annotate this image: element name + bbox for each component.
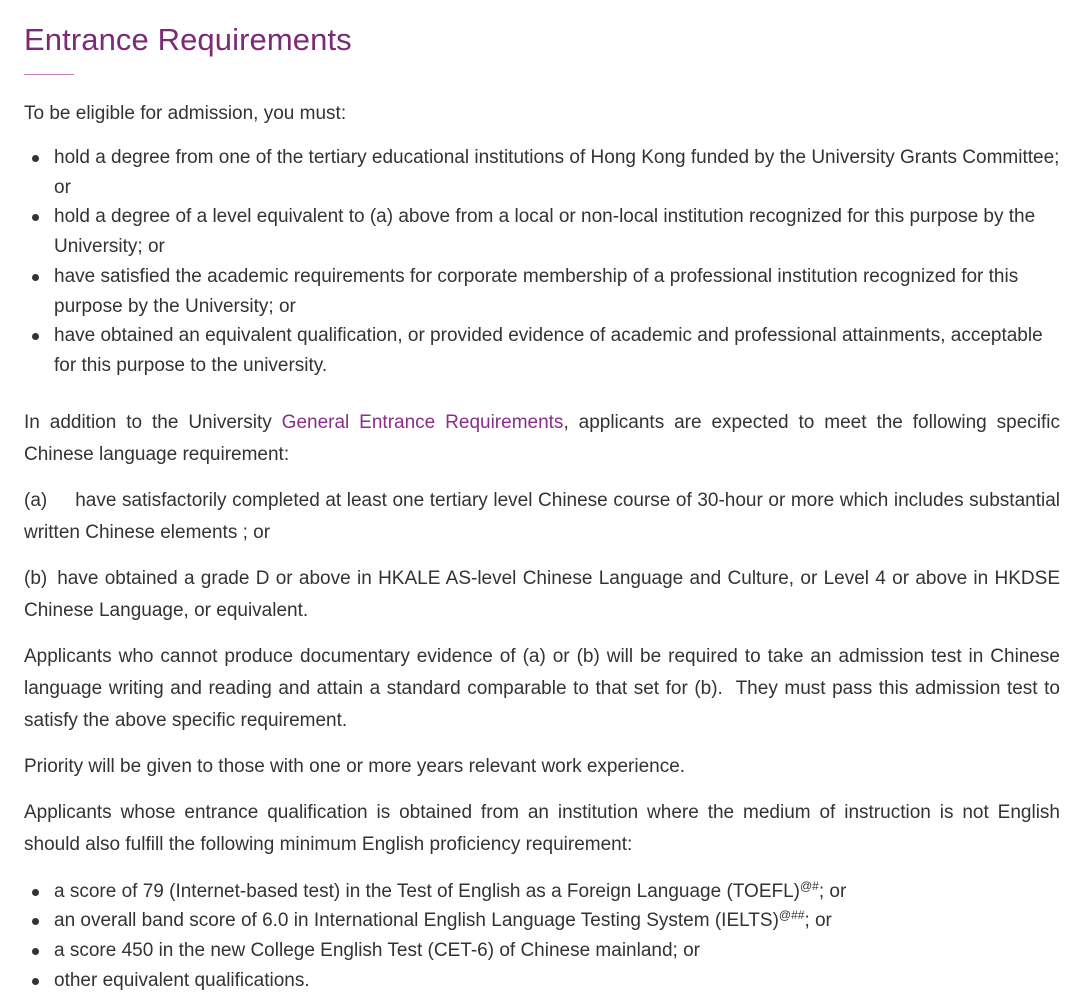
list-item-toefl bbox=[24, 877, 1060, 907]
chinese-requirement-lead: In addition to the University bbox=[24, 411, 272, 433]
ielts-tail: ; or bbox=[804, 910, 832, 932]
ielts-superscript: @## bbox=[778, 908, 805, 923]
requirement-a-text: have satisfactorily completed at least one tertiary level Chinese course of 30-hour or more which includes substantial written Chinese elements ; or bbox=[24, 489, 1060, 543]
english-requirement-paragraph: Applicants whose entrance qualification is obtained from an institution where the medium of instruction is not English should also fulfill the following minimum English proficiency requirement: bbox=[24, 801, 1060, 855]
list-item-ielts bbox=[24, 906, 1060, 936]
requirement-a-label: (a) bbox=[24, 489, 48, 511]
list-item-other: other equivalent qualifications. bbox=[24, 966, 1060, 995]
admission-test-paragraph: Applicants who cannot produce documentary evidence of (a) or (b) will be required to take an admission test in Chinese language writing and reading and attain a standard comparable to that set for (b). They must pass this admission test to satisfy the above specific requirement. bbox=[24, 645, 1066, 731]
eligibility-list bbox=[24, 143, 1060, 381]
toefl-tail: ; or bbox=[818, 880, 847, 902]
requirement-b-label: (b) bbox=[24, 567, 48, 589]
requirement-b bbox=[24, 563, 1060, 627]
list-item: have satisfied the academic requirements for corporate membership of a professional institution recognized for this purpose by the University; or bbox=[24, 262, 1060, 321]
toefl-text: a score of 79 (Internet-based test) in the Test of English as a Foreign Language (TOEFL) bbox=[54, 880, 800, 902]
requirement-b-text: have obtained a grade D or above in HKALE AS-level Chinese Language and Culture, or Level 4 or above in HKDSE Chinese Language, or equivalent. bbox=[24, 567, 1060, 621]
intro-text: To be eligible for admission, you must: bbox=[24, 103, 347, 124]
list-item: have obtained an equivalent qualification, or provided evidence of academic and professional attainments, acceptable for this purpose to the university. bbox=[24, 321, 1060, 380]
list-item: hold a degree of a level equivalent to (a) above from a local or non-local institution recognized for this purpose by the University; or bbox=[24, 202, 1060, 261]
title-underline bbox=[24, 74, 74, 75]
list-item: hold a degree from one of the tertiary educational institutions of Hong Kong funded by the University Grants Committee; or bbox=[24, 143, 1060, 202]
priority-paragraph: Priority will be given to those with one or more years relevant work experience. bbox=[24, 755, 686, 777]
toefl-superscript: @# bbox=[800, 878, 819, 893]
english-proficiency-list bbox=[24, 877, 1060, 995]
chinese-requirement-tail: , applicants are expected to meet the following specific Chinese language requirement: bbox=[24, 411, 1060, 465]
requirement-a bbox=[24, 485, 1060, 549]
list-item-cet: a score 450 in the new College English Test (CET-6) of Chinese mainland; or bbox=[24, 936, 1060, 966]
chinese-requirement-paragraph bbox=[24, 407, 1060, 471]
general-entrance-requirements-link[interactable]: General Entrance Requirements bbox=[281, 411, 564, 433]
ielts-text: an overall band score of 6.0 in International English Language Testing System (IELTS) bbox=[54, 910, 779, 932]
page-title: Entrance Requirements bbox=[24, 22, 352, 57]
